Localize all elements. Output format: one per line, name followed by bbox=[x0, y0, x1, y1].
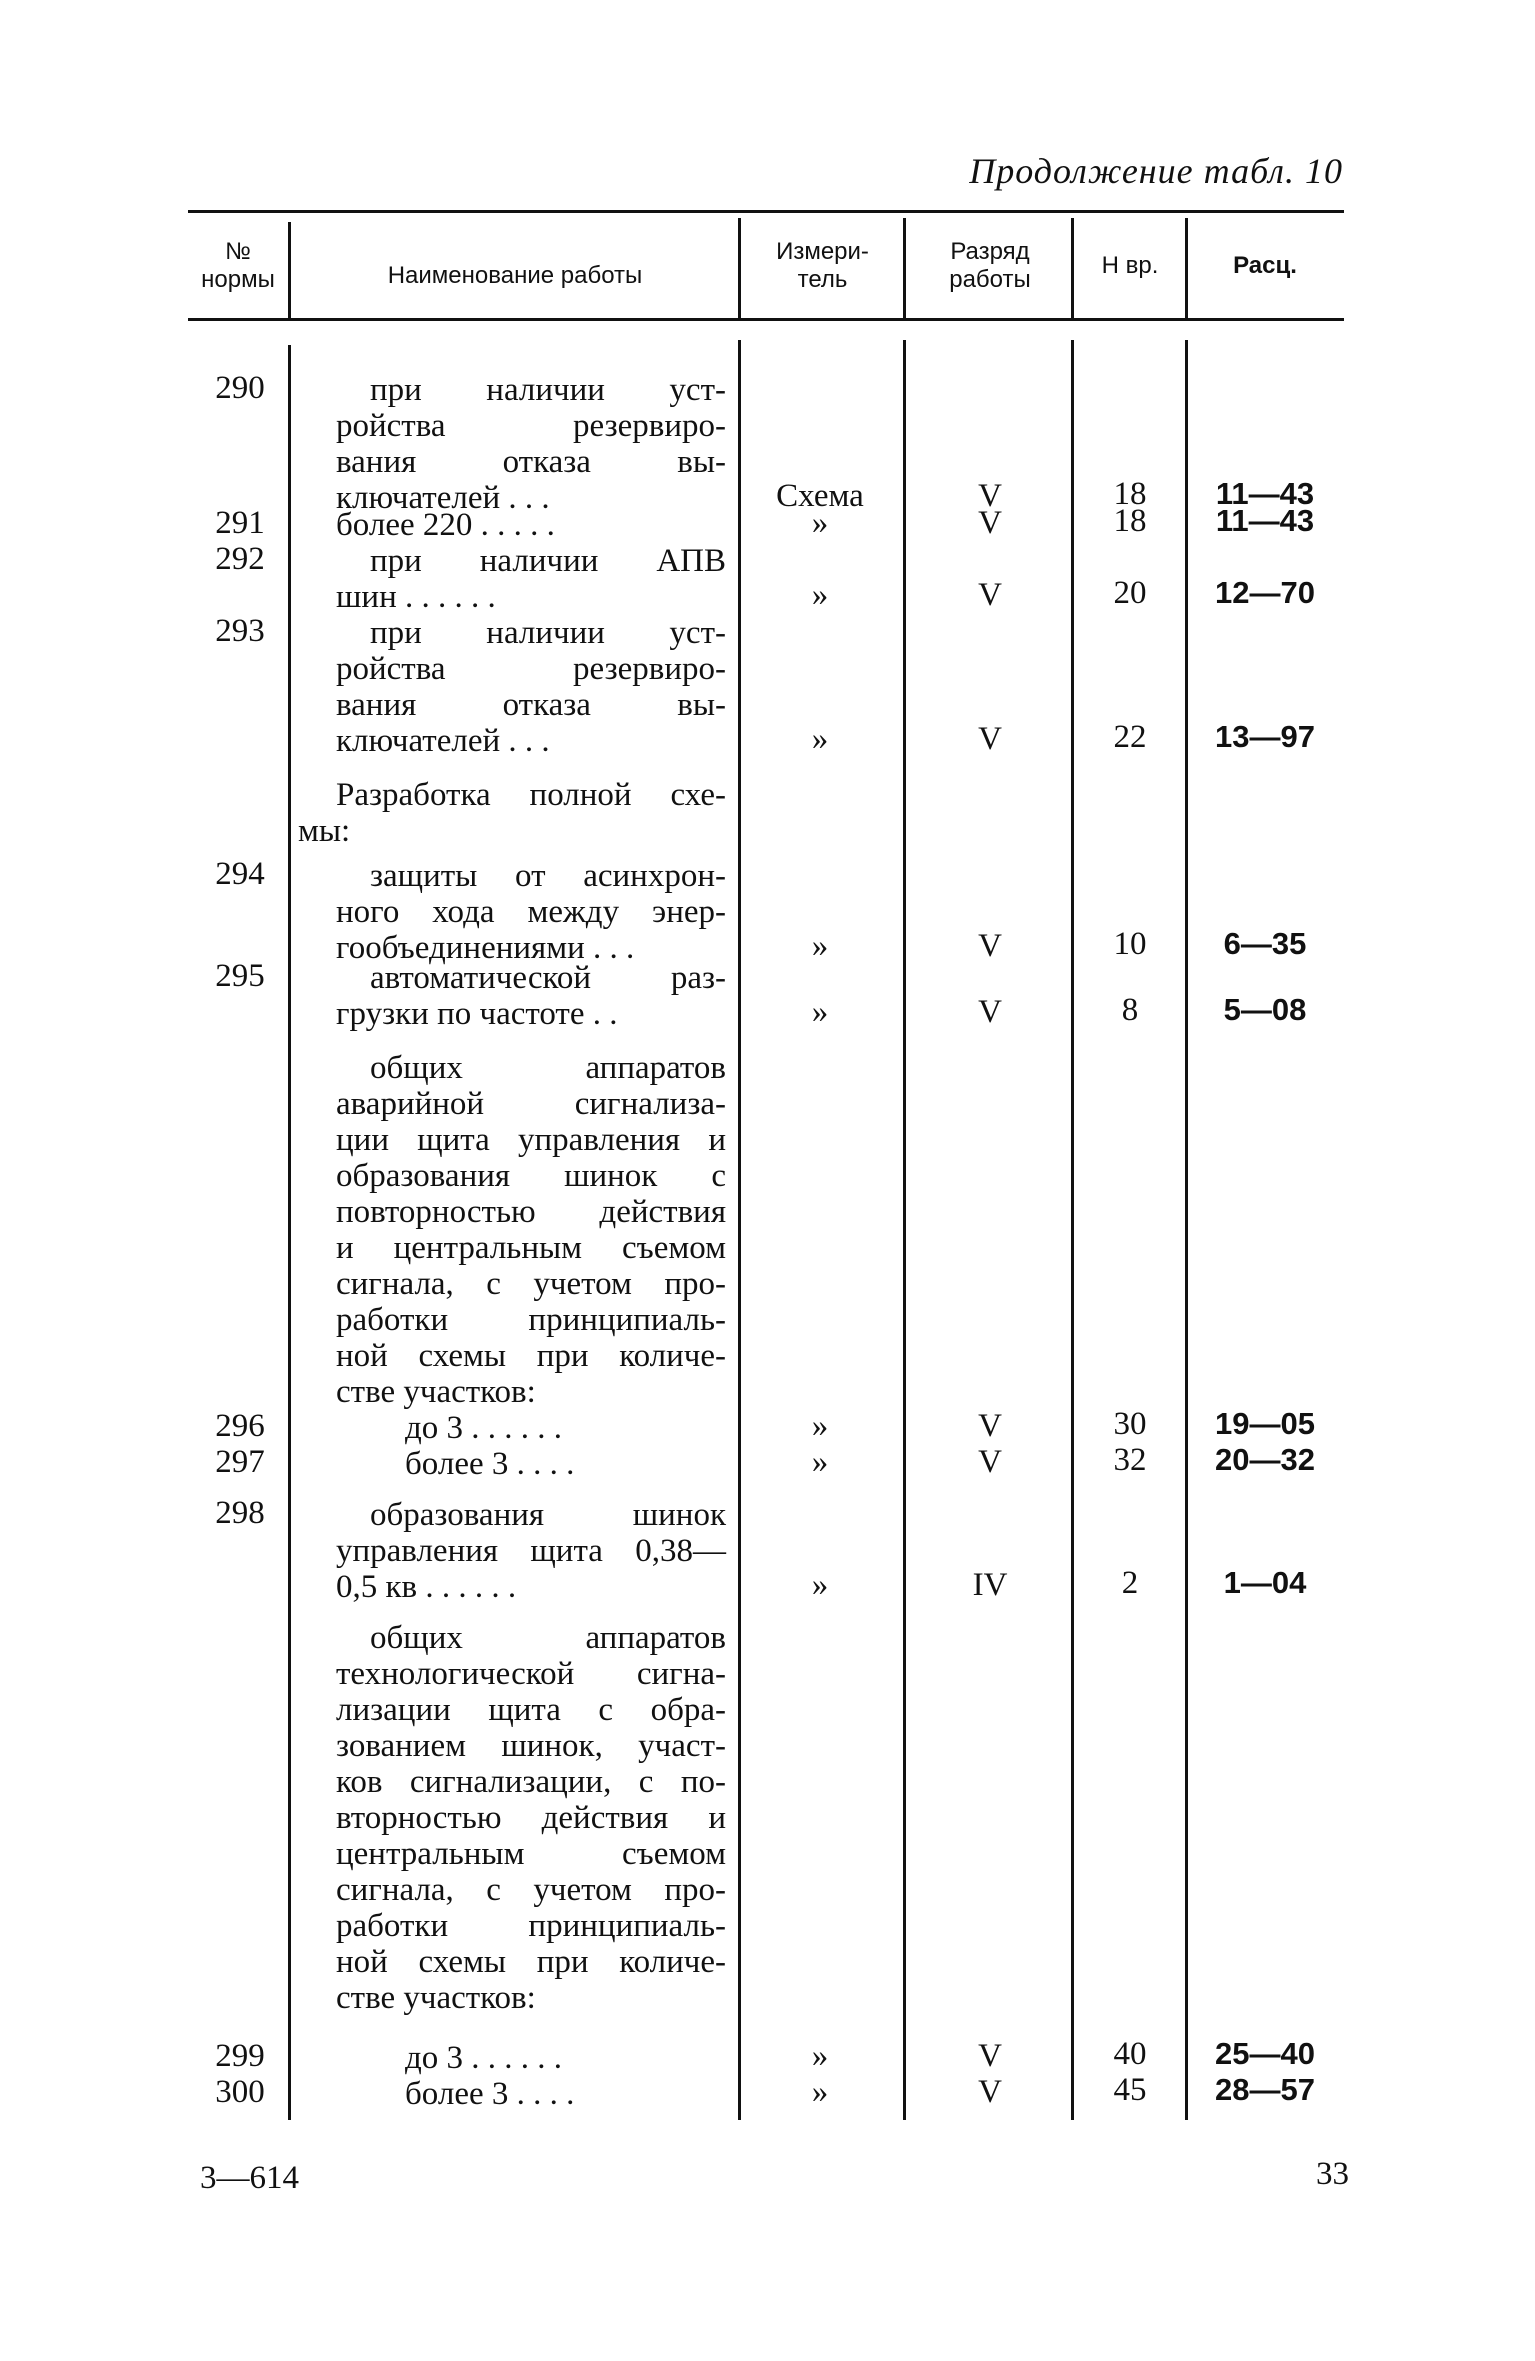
page-number: 33 bbox=[1316, 2156, 1349, 2192]
work-description-line: ков сигнализации, с по- bbox=[336, 1764, 726, 1800]
time-norm: 10 bbox=[1113, 926, 1147, 962]
measure-unit: » bbox=[811, 1567, 829, 1603]
work-description-line: общих аппаратов bbox=[370, 1050, 726, 1086]
work-description-line: общих аппаратов bbox=[370, 1620, 726, 1656]
work-description-line: ройства резервиро- bbox=[336, 408, 726, 444]
header-razr-line2: работы bbox=[949, 266, 1031, 293]
rate: 12—70 bbox=[1215, 575, 1315, 610]
work-description-line: повторностью действия bbox=[336, 1194, 726, 1230]
rate: 5—08 bbox=[1223, 992, 1307, 1027]
rate: 25—40 bbox=[1215, 2036, 1315, 2071]
measure-unit: » bbox=[811, 2038, 829, 2074]
norm-number: 292 bbox=[215, 541, 265, 577]
work-description-line: при наличии уст- bbox=[370, 372, 726, 408]
work-description-line: аварийной сигнализа- bbox=[336, 1086, 726, 1122]
norm-number: 295 bbox=[215, 958, 265, 994]
work-description-line: технологической сигна- bbox=[336, 1656, 726, 1692]
time-norm: 22 bbox=[1113, 719, 1147, 755]
work-description-line: при наличии АПВ bbox=[370, 543, 726, 579]
header-razr-line1: Разряд bbox=[950, 238, 1030, 265]
work-description-line: Разработка полной схе- bbox=[336, 777, 726, 813]
time-norm: 2 bbox=[1121, 1565, 1139, 1601]
header-izm-line1: Измери- bbox=[776, 238, 869, 265]
body-divider bbox=[1185, 340, 1188, 2120]
work-description-line: стве участков: bbox=[336, 1374, 536, 1410]
work-grade: V bbox=[978, 721, 1002, 757]
time-norm: 45 bbox=[1113, 2072, 1147, 2108]
work-description-line: ключателей . . . bbox=[336, 723, 550, 759]
work-description-line: шин . . . . . . bbox=[336, 579, 496, 615]
work-description-line: более 3 . . . . bbox=[405, 1446, 575, 1482]
work-description-line: мы: bbox=[298, 813, 351, 849]
header-num-line2: нормы bbox=[201, 266, 275, 293]
rate: 11—43 bbox=[1215, 476, 1315, 511]
body-divider bbox=[288, 345, 291, 2120]
measure-unit: » bbox=[811, 721, 829, 757]
work-description-line: зованием шинок, участ- bbox=[336, 1728, 726, 1764]
measure-unit: » bbox=[811, 577, 829, 613]
header-rasc: Расц. bbox=[1233, 252, 1297, 279]
work-description-line: сигнала, с учетом про- bbox=[336, 1872, 726, 1908]
work-description-line: гообъединениями . . . bbox=[336, 930, 635, 966]
work-description-line: до 3 . . . . . . bbox=[405, 2040, 563, 2076]
measure-unit: » bbox=[811, 505, 829, 541]
header-izm-line2: тель bbox=[797, 266, 848, 293]
work-description-line: грузки по частоте . . bbox=[336, 996, 618, 1032]
header-nvr: Н вр. bbox=[1101, 252, 1159, 279]
norm-number: 293 bbox=[215, 613, 265, 649]
norm-number: 294 bbox=[215, 856, 265, 892]
work-description-line: защиты от асинхрон- bbox=[370, 858, 726, 894]
work-description-line: ной схемы при количе- bbox=[336, 1338, 726, 1374]
norm-number: 299 bbox=[215, 2038, 265, 2074]
work-grade: IV bbox=[972, 1567, 1008, 1603]
work-description-line: вания отказа вы- bbox=[336, 687, 726, 723]
work-description-line: и центральным съемом bbox=[336, 1230, 726, 1266]
body-divider bbox=[738, 340, 741, 2120]
rate: 13—97 bbox=[1215, 719, 1315, 754]
time-norm: 40 bbox=[1113, 2036, 1147, 2072]
body-divider bbox=[903, 340, 906, 2120]
rate: 11—43 bbox=[1215, 503, 1315, 538]
work-description-line: центральным съемом bbox=[336, 1836, 726, 1872]
work-grade: V bbox=[978, 1444, 1002, 1480]
header-divider bbox=[738, 218, 741, 318]
time-norm: 18 bbox=[1113, 476, 1147, 512]
work-description-line: вания отказа вы- bbox=[336, 444, 726, 480]
work-description-line: работки принципиаль- bbox=[336, 1908, 726, 1944]
work-description-line: 0,5 кв . . . . . . bbox=[336, 1569, 517, 1605]
header-num-line1: № bbox=[225, 238, 251, 265]
footer-signature: 3—614 bbox=[200, 2160, 299, 2196]
header-razr bbox=[910, 238, 1070, 294]
header-divider bbox=[288, 222, 291, 318]
measure-unit: » bbox=[811, 994, 829, 1030]
header-divider bbox=[1185, 218, 1188, 318]
time-norm: 32 bbox=[1113, 1442, 1147, 1478]
work-grade: V bbox=[978, 1408, 1002, 1444]
work-description-line: автоматической раз- bbox=[370, 960, 726, 996]
work-description-line: образования шинок с bbox=[336, 1158, 726, 1194]
work-description-line: более 3 . . . . bbox=[405, 2076, 575, 2112]
work-grade: V bbox=[978, 505, 1002, 541]
measure-unit: » bbox=[811, 2074, 829, 2110]
work-description-line: до 3 . . . . . . bbox=[405, 1410, 563, 1446]
work-description-line: ного хода между энер- bbox=[336, 894, 726, 930]
rate: 19—05 bbox=[1215, 1406, 1315, 1441]
work-grade: V bbox=[978, 928, 1002, 964]
work-description-line: стве участков: bbox=[336, 1980, 536, 2016]
header-izm bbox=[745, 238, 900, 294]
work-grade: V bbox=[978, 2038, 1002, 2074]
time-norm: 18 bbox=[1113, 503, 1147, 539]
work-description-line: образования шинок bbox=[370, 1497, 726, 1533]
header-bottom-rule bbox=[188, 318, 1344, 321]
work-description-line: ной схемы при количе- bbox=[336, 1944, 726, 1980]
norm-number: 297 bbox=[215, 1444, 265, 1480]
header-divider bbox=[903, 218, 906, 318]
norm-number: 300 bbox=[215, 2074, 265, 2110]
header-divider bbox=[1071, 218, 1074, 318]
rate: 20—32 bbox=[1215, 1442, 1315, 1477]
norm-number: 296 bbox=[215, 1408, 265, 1444]
time-norm: 30 bbox=[1113, 1406, 1147, 1442]
work-description-line: управления щита 0,38— bbox=[336, 1533, 726, 1569]
work-description-line: вторностью действия и bbox=[336, 1800, 726, 1836]
measure-unit: » bbox=[811, 1444, 829, 1480]
header-name: Наименование работы bbox=[387, 262, 643, 289]
measure-unit: » bbox=[811, 928, 829, 964]
work-grade: V bbox=[978, 478, 1002, 514]
work-description-line: работки принципиаль- bbox=[336, 1302, 726, 1338]
time-norm: 20 bbox=[1113, 575, 1147, 611]
measure-unit: » bbox=[811, 1408, 829, 1444]
work-description-line: ключателей . . . bbox=[336, 480, 550, 516]
work-grade: V bbox=[978, 577, 1002, 613]
work-description-line: при наличии уст- bbox=[370, 615, 726, 651]
body-divider bbox=[1071, 340, 1074, 2120]
work-description-line: ройства резервиро- bbox=[336, 651, 726, 687]
norm-number: 291 bbox=[215, 505, 265, 541]
work-grade: V bbox=[978, 2074, 1002, 2110]
rate: 28—57 bbox=[1215, 2072, 1315, 2107]
header-top-rule bbox=[188, 210, 1344, 213]
rate: 6—35 bbox=[1223, 926, 1307, 961]
measure-unit: Схема bbox=[776, 478, 864, 514]
rate: 1—04 bbox=[1223, 1565, 1307, 1600]
work-grade: V bbox=[978, 994, 1002, 1030]
work-description-line: более 220 . . . . . bbox=[336, 507, 555, 543]
table-caption: Продолжение табл. 10 bbox=[969, 151, 1343, 191]
header-num bbox=[188, 238, 288, 294]
norm-number: 290 bbox=[215, 370, 265, 406]
time-norm: 8 bbox=[1121, 992, 1139, 1028]
work-description-line: ции щита управления и bbox=[336, 1122, 726, 1158]
work-description-line: сигнала, с учетом про- bbox=[336, 1266, 726, 1302]
norm-number: 298 bbox=[215, 1495, 265, 1531]
work-description-line: лизации щита с обра- bbox=[336, 1692, 726, 1728]
